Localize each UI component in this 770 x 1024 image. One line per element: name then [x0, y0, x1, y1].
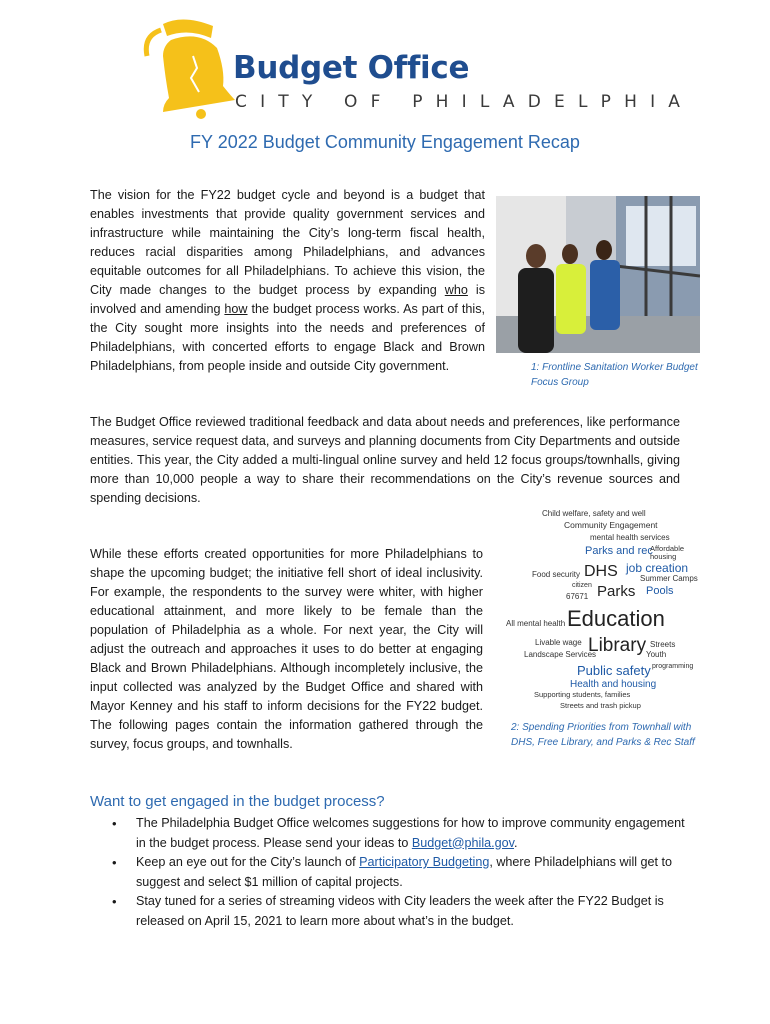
who-underlined: who [444, 283, 468, 297]
word: Livable wage [535, 638, 582, 647]
budget-email-link[interactable]: Budget@phila.gov [411, 835, 515, 850]
word: Supporting students, families [534, 690, 631, 699]
list-item: • Stay tuned for a series of streaming videos with City leaders the week after the FY22 Budget is released on April 15, 2021 to learn more about what’s in the budget. [90, 892, 690, 931]
word: Streets and trash pickup [560, 701, 641, 710]
page-title: FY 2022 Budget Community Engagement Recap [190, 132, 580, 152]
participatory-budgeting-link[interactable]: Participatory Budgeting [359, 855, 490, 869]
logo-subtitle: CITY OF PHILADELPHIA [235, 92, 694, 112]
liberty-bell-icon [146, 19, 235, 119]
word-cloud-caption: 2: Spending Priorities from Townhall with DHS, Free Library, and Parks & Rec Staff [511, 722, 695, 748]
logo-title: Budget Office [233, 50, 470, 86]
word: DHS [584, 563, 618, 580]
word: programming [652, 663, 694, 670]
word: Health and housing [570, 679, 657, 690]
vision-paragraph: The vision for the FY22 budget cycle and beyond is a budget that enables investments that provide quality government services and infrastructure while maintaining the City’s long-term fiscal health, reduces racial disparities among Philadelphians, and advances equitable outcomes for all Philadelphians. To achieve this vision, the City made changes to the budget process by expanding who is involved and amending how the budget process works. As part of this, the City sought more insights into the needs and preferences of Philadelphians, with concerted efforts to engage Black and Brown Philadelphians, from people inside and outside City government. [90, 188, 485, 373]
word: Child welfare, safety and well [542, 509, 646, 518]
word: Food security [532, 570, 581, 579]
word: Streets [650, 640, 676, 649]
photo-caption: 1: Frontline Sanitation Worker Budget Focus Group [531, 362, 698, 388]
word: job creation [626, 561, 689, 575]
list-item: • The Philadelphia Budget Office welcomes suggestions for how to improve community engagement in the budget process. Please send your ideas to Budget@phila.gov. [90, 814, 690, 853]
inclusivity-paragraph: While these efforts created opportunities for more Philadelphians to shape the upcoming budget; the initiative fell short of ideal inclusivity. For example, the respondents to the survey were whiter, with higher educational attainment, and more likely to be female than the population of Philadelphia as a whole. For next year, the City will adjust the outreach and approaches it uses to do better at engaging Black and Brown Philadelphians. Although incompletely inclusive, the input collected was analyzed by the Budget Office and shared with Mayor Kenney and his staff to inform decisions for the FY22 budget. The following pages contain the information gathered through the survey, focus groups, and townhalls. [90, 547, 483, 751]
engage-list [90, 814, 690, 931]
word: Education [567, 606, 665, 631]
word: Community Engagement [564, 520, 658, 530]
word: Landscape Services [524, 650, 597, 659]
list-item: • Keep an eye out for the City’s launch of Participatory Budgeting, where Philadelphians will get to suggest and select $1 million of capital projects. [90, 853, 690, 892]
spending-priorities-word-cloud [500, 498, 715, 716]
word: Summer Camps [640, 574, 698, 583]
how-underlined: how [224, 302, 248, 316]
engage-heading: Want to get engaged in the budget process? [90, 793, 385, 810]
word: Parks [597, 583, 636, 600]
word: Parks and rec [585, 545, 653, 557]
review-paragraph: The Budget Office reviewed traditional feedback and data about needs and preferences, like performance measures, service request data, and surveys and planning documents from City Departments and outside entities. This year, the City added a multi-lingual online survey and held 12 focus groups/townhalls, giving more than 10,000 people a way to share their recommendations on the City’s revenue sources and spending decisions. [90, 415, 680, 505]
focus-group-photo [496, 196, 700, 353]
word: Youth [646, 650, 667, 659]
word: 67671 [566, 592, 589, 601]
word: citizen [572, 582, 592, 589]
word: mental health services [590, 533, 670, 542]
word: Library [588, 635, 647, 656]
word: Public safety [577, 663, 651, 678]
word: Pools [646, 585, 674, 597]
word: All mental health [506, 619, 566, 628]
word: Affordable housing [650, 544, 685, 561]
